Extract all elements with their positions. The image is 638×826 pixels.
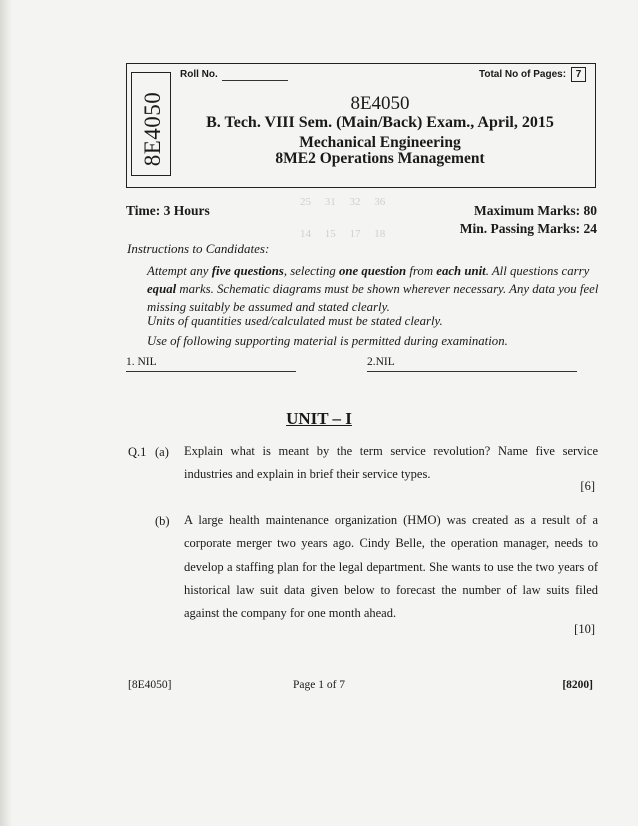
footer-marks-code: [8200] xyxy=(562,679,593,691)
part-b-marks: [10] xyxy=(574,622,595,636)
subject-name: 8ME2 Operations Management xyxy=(275,150,485,167)
bleed-through-text: 14 15 17 18 xyxy=(300,228,386,240)
min-passing-marks: Min. Passing Marks: 24 xyxy=(459,221,597,236)
roll-number-line xyxy=(222,80,288,81)
part-a-marks: [6] xyxy=(580,479,595,493)
support-material-2: 2.NIL xyxy=(367,356,395,368)
roll-number-label: Roll No. xyxy=(180,69,218,80)
branch-name: Mechanical Engineering xyxy=(299,134,461,151)
exam-time: Time: 3 Hours xyxy=(126,203,210,218)
part-b-text: A large health maintenance organization (HMO) was created as a result of a corporate merger two years ago. Cindy Belle, the operation manager, needs to develop a staffing plan for the legal department. She wants to use the two years of historical law suit data given below to forecast the number of law suits filed against the company for one month ahead. xyxy=(184,513,598,621)
instruction-line-1: Attempt any five questions, selecting one question from each unit. All questions carry equal marks. Schematic diagrams must be shown wherever necessary. Any data you feel missing suitably be assumed and stated clearly. xyxy=(147,264,599,314)
bleed-through-text: 25 31 32 36 xyxy=(300,196,386,208)
exam-title: B. Tech. VIII Sem. (Main/Back) Exam., April, 2015 xyxy=(206,114,554,131)
paper-code: 8E4050 xyxy=(350,93,410,114)
vertical-code-box xyxy=(131,72,171,176)
total-pages-value: 7 xyxy=(571,67,586,82)
support-line-1 xyxy=(126,371,296,372)
question-number: Q.1 xyxy=(128,445,147,459)
instruction-line-2: Units of quantities used/calculated must be stated clearly. xyxy=(147,314,443,328)
footer-paper-code: [8E4050] xyxy=(128,679,172,691)
instruction-line-3: Use of following supporting material is permitted during examination. xyxy=(147,334,508,348)
part-a-label: (a) xyxy=(155,445,169,459)
total-pages-label: Total No of Pages: xyxy=(479,69,567,80)
maximum-marks: Maximum Marks: 80 xyxy=(474,203,597,218)
footer-page-number: Page 1 of 7 xyxy=(292,679,346,691)
part-b-label: (b) xyxy=(155,514,170,528)
vertical-paper-code: 8E4050 xyxy=(140,91,165,167)
support-line-2 xyxy=(367,371,577,372)
support-material-1: 1. NIL xyxy=(126,356,157,368)
part-a-text: Explain what is meant by the term service revolution? Name five service industries and explain in brief their service types. xyxy=(184,444,598,482)
instructions-title: Instructions to Candidates: xyxy=(127,241,270,256)
unit-heading: UNIT – I xyxy=(286,409,352,428)
